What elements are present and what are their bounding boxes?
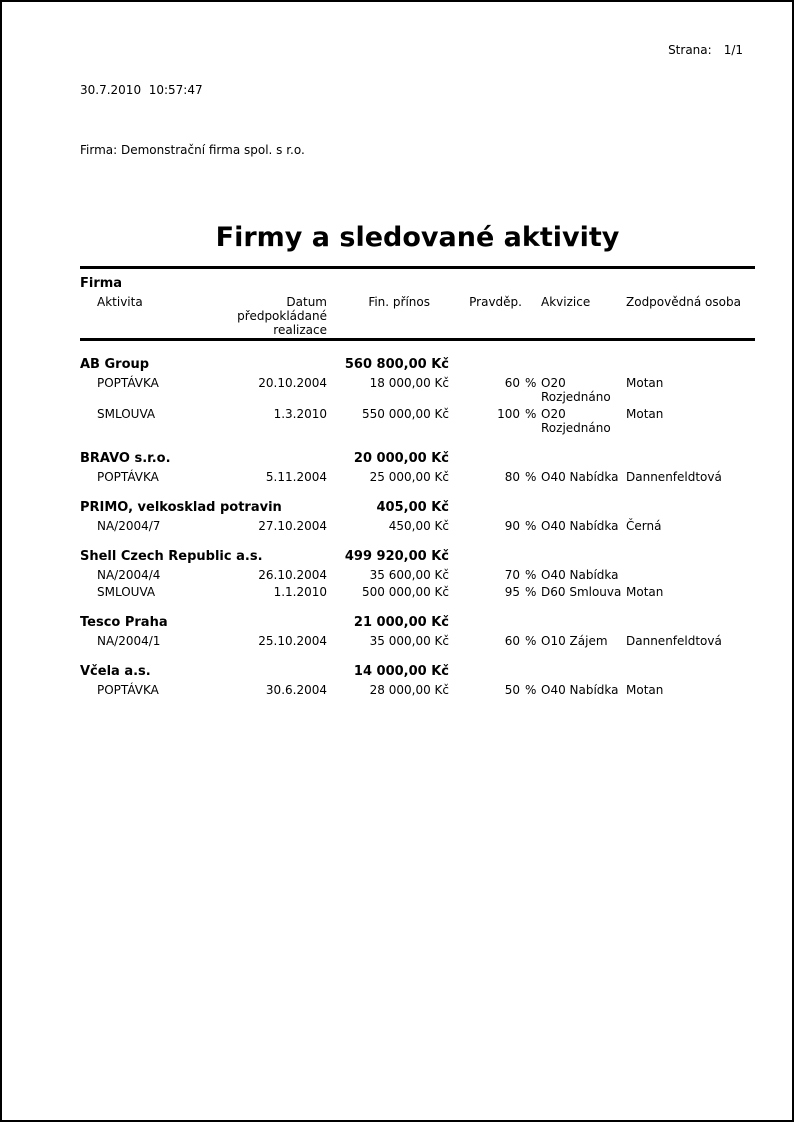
activity-row — [80, 565, 755, 582]
amount-cell: 500 000,00 Kč — [362, 585, 449, 599]
report-header-left — [80, 40, 305, 200]
firm-line: Firma: Demonstrační firma spol. s r.o. — [80, 143, 305, 157]
acquisition-cell: O40 Nabídka — [541, 683, 619, 697]
probability-cell: 50 — [504, 683, 520, 697]
activity-row — [80, 582, 755, 599]
activity-name-cell: NA/2004/7 — [97, 519, 161, 533]
amount-cell: 35 600,00 Kč — [369, 568, 449, 582]
page-counter-label: Strana: — [668, 43, 712, 57]
activity-row — [80, 404, 755, 435]
activity-row — [80, 373, 755, 404]
acquisition-cell: O40 Nabídka — [541, 470, 619, 484]
activity-row — [80, 516, 755, 533]
percent-sign: % — [525, 568, 537, 582]
acquisition-cell: O40 Nabídka — [541, 519, 619, 533]
activity-name-cell: SMLOUVA — [97, 407, 156, 421]
company-name: AB Group — [80, 357, 150, 372]
percent-sign: % — [525, 683, 537, 697]
empty-cell — [449, 599, 755, 631]
date-cell: 26.10.2004 — [258, 568, 327, 582]
company-group-row — [80, 533, 755, 565]
empty-cell — [449, 533, 755, 565]
date-cell: 20.10.2004 — [258, 376, 327, 390]
person-cell: Motan — [626, 585, 664, 599]
acquisition-cell: O40 Nabídka — [541, 568, 619, 582]
col-prinos: Fin. přínos — [327, 292, 449, 340]
empty-cell — [449, 340, 755, 374]
report-table — [80, 266, 755, 697]
empty-cell — [449, 484, 755, 516]
company-name: Shell Czech Republic a.s. — [80, 549, 263, 564]
empty-cell — [449, 435, 755, 467]
amount-cell: 25 000,00 Kč — [369, 470, 449, 484]
activity-name-cell: POPTÁVKA — [97, 376, 159, 390]
percent-sign: % — [525, 470, 537, 484]
amount-cell: 35 000,00 Kč — [369, 634, 449, 648]
company-total: 21 000,00 Kč — [353, 615, 449, 630]
section-label: Firma — [80, 276, 123, 291]
report-header — [80, 40, 751, 200]
acquisition-cell: O20 Rozjednáno — [541, 376, 611, 404]
amount-cell: 550 000,00 Kč — [362, 407, 449, 421]
person-cell: Motan — [626, 683, 664, 697]
activity-name-cell: POPTÁVKA — [97, 683, 159, 697]
person-cell — [626, 565, 755, 582]
col-pravdep: Pravděp. — [449, 292, 534, 340]
probability-cell: 80 — [504, 470, 520, 484]
person-cell: Černá — [626, 519, 662, 533]
col-datum: Datum předpokládané realizace — [230, 292, 327, 340]
activity-name-cell: POPTÁVKA — [97, 470, 159, 484]
print-datetime: 30.7.2010 10:57:47 — [80, 83, 203, 97]
probability-cell: 90 — [504, 519, 520, 533]
acquisition-cell: O20 Rozjednáno — [541, 407, 611, 435]
page-title: Firmy a sledované aktivity — [215, 222, 620, 253]
probability-cell: 70 — [504, 568, 520, 582]
activity-row — [80, 680, 755, 697]
company-total: 405,00 Kč — [376, 500, 449, 515]
date-cell: 25.10.2004 — [258, 634, 327, 648]
report-table-head — [80, 268, 755, 340]
page-counter-value: 1/1 — [723, 43, 743, 57]
company-name: BRAVO s.r.o. — [80, 451, 171, 466]
empty-cell — [449, 648, 755, 680]
company-name: PRIMO, velkosklad potravin — [80, 500, 282, 515]
activity-row — [80, 467, 755, 484]
activity-name-cell: NA/2004/4 — [97, 568, 161, 582]
report-table-body — [80, 340, 755, 698]
date-cell: 1.1.2010 — [273, 585, 327, 599]
col-akvizice: Akvizice — [534, 292, 626, 340]
activity-row — [80, 631, 755, 648]
col-osoba: Zodpovědná osoba — [626, 292, 755, 340]
percent-sign: % — [525, 519, 537, 533]
company-group-row — [80, 599, 755, 631]
page-counter — [668, 40, 751, 60]
date-cell: 1.3.2010 — [273, 407, 327, 421]
percent-sign: % — [525, 376, 537, 390]
amount-cell: 28 000,00 Kč — [369, 683, 449, 697]
acquisition-cell: D60 Smlouva — [541, 585, 622, 599]
column-header-row — [80, 292, 755, 340]
company-total: 20 000,00 Kč — [353, 451, 449, 466]
company-group-row — [80, 648, 755, 680]
percent-sign: % — [525, 634, 537, 648]
probability-cell: 95 — [504, 585, 520, 599]
amount-cell: 18 000,00 Kč — [369, 376, 449, 390]
person-cell: Dannenfeldtová — [626, 470, 722, 484]
amount-cell: 450,00 Kč — [388, 519, 449, 533]
acquisition-cell: O10 Zájem — [541, 634, 608, 648]
probability-cell: 60 — [504, 376, 520, 390]
date-cell: 30.6.2004 — [265, 683, 327, 697]
company-total: 499 920,00 Kč — [344, 549, 449, 564]
company-group-row — [80, 484, 755, 516]
activity-name-cell: SMLOUVA — [97, 585, 156, 599]
company-total: 560 800,00 Kč — [344, 357, 449, 372]
probability-cell: 100 — [497, 407, 520, 421]
date-cell: 5.11.2004 — [265, 470, 327, 484]
col-aktivita: Aktivita — [80, 292, 230, 340]
company-name: Tesco Praha — [80, 615, 168, 630]
company-name: Včela a.s. — [80, 664, 151, 679]
company-total: 14 000,00 Kč — [353, 664, 449, 679]
date-cell: 27.10.2004 — [258, 519, 327, 533]
company-group-row — [80, 340, 755, 374]
probability-cell: 60 — [504, 634, 520, 648]
company-group-row — [80, 435, 755, 467]
activity-name-cell: NA/2004/1 — [97, 634, 161, 648]
percent-sign: % — [525, 585, 537, 599]
person-cell: Motan — [626, 407, 664, 421]
person-cell: Motan — [626, 376, 664, 390]
percent-sign: % — [525, 407, 537, 421]
section-header-row — [80, 268, 755, 293]
person-cell: Dannenfeldtová — [626, 634, 722, 648]
